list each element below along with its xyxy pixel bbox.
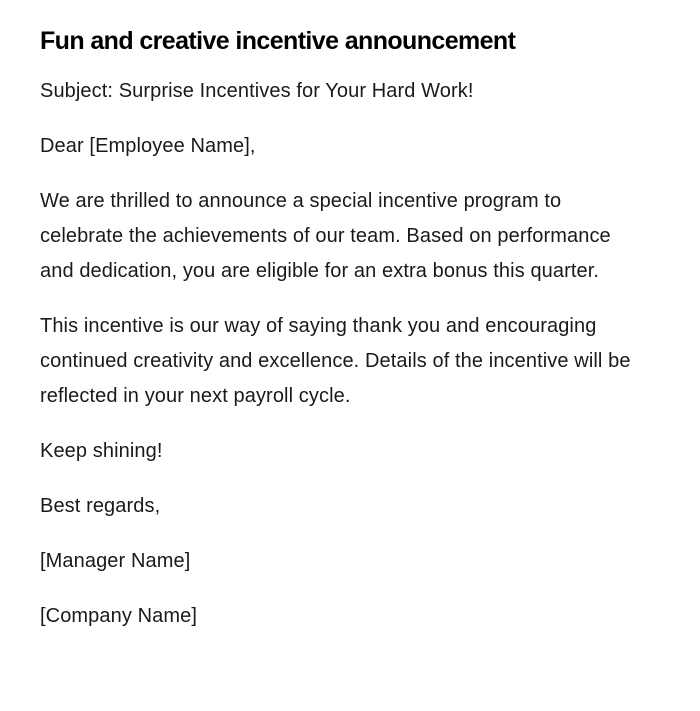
subject-line: Subject: Surprise Incentives for Your Hard Work! [40, 80, 474, 102]
sign-off: Best regards, [40, 495, 161, 517]
document-title: Fun and creative incentive announcement [40, 27, 516, 55]
closing-line: Keep shining! [40, 440, 163, 462]
company-name: [Company Name] [40, 605, 198, 627]
body-paragraph-1: We are thrilled to announce a special incentive program to celebrate the achievements of our team. Based on performance and dedication, you are eligible for an extra bonus this quarter. [40, 190, 611, 282]
body-paragraph-2: This incentive is our way of saying thank you and encouraging continued creativity and excellence. Details of the incentive will be reflected in your next payroll cycle. [40, 315, 631, 407]
salutation: Dear [Employee Name], [40, 135, 256, 157]
manager-name: [Manager Name] [40, 550, 191, 572]
document-page [40, 24, 650, 654]
